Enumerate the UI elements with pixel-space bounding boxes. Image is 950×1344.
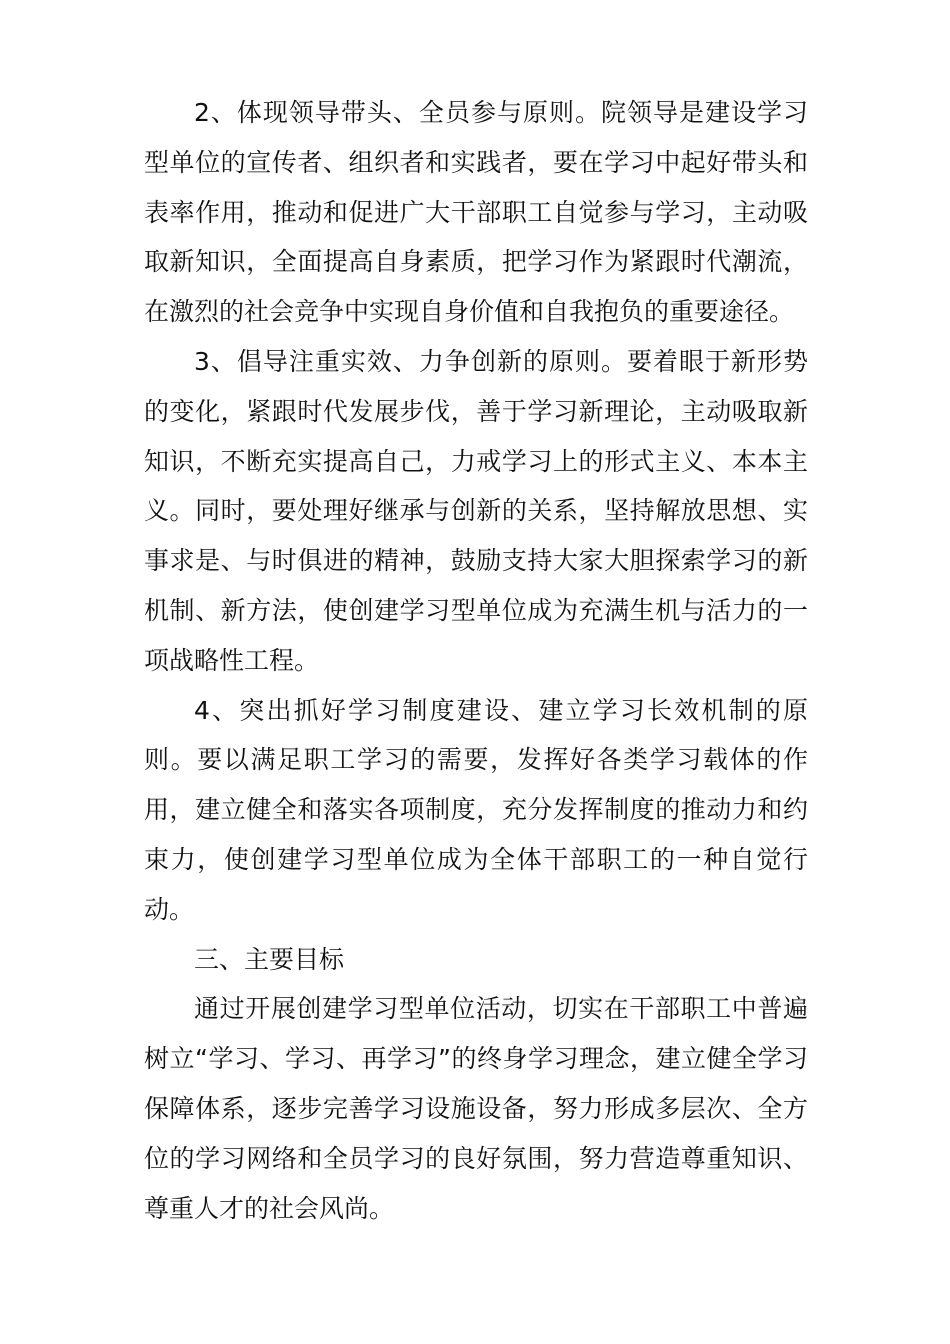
- section-heading: 三、主要目标: [194, 944, 345, 974]
- paragraph-main-goal: 通过开展创建学习型单位活动，切实在干部职工中普遍树立“学习、学习、再学习”的终身学习理念，建立健全学习保障体系，逐步完善学习设施设备，努力形成多层次、全方位的学习网络和全员学习的良好氛围，努力营造尊重知识、尊重人才的社会风尚。: [144, 994, 808, 1223]
- paragraph-principle-3: 3、倡导注重实效、力争创新的原则。要着眼于新形势的变化，紧跟时代发展步伐，善于学习新理论，主动吸取新知识，不断充实提高自己，力戒学习上的形式主义、本本主义。同时，要处理好继承与创新的关系，坚持解放思想、实事求是、与时俱进的精神，鼓励支持大家大胆探索学习的新机制、新方法，使创建学习型单位成为充满生机与活力的一项战略性工程。: [144, 346, 808, 675]
- document-page: [144, 88, 808, 1233]
- paragraph-principle-4: 4、突出抓好学习制度建设、建立学习长效机制的原则。要以满足职工学习的需要，发挥好各类学习载体的作用，建立健全和落实各项制度，充分发挥制度的推动力和约束力，使创建学习型单位成为全体干部职工的一种自觉行动。: [144, 695, 808, 924]
- paragraph-principle-2: 2、体现领导带头、全员参与原则。院领导是建设学习型单位的宣传者、组织者和实践者，要在学习中起好带头和表率作用，推动和促进广大干部职工自觉参与学习，主动吸取新知识，全面提高自身素质，把学习作为紧跟时代潮流，在激烈的社会竞争中实现自身价值和自我抱负的重要途径。: [144, 98, 808, 327]
